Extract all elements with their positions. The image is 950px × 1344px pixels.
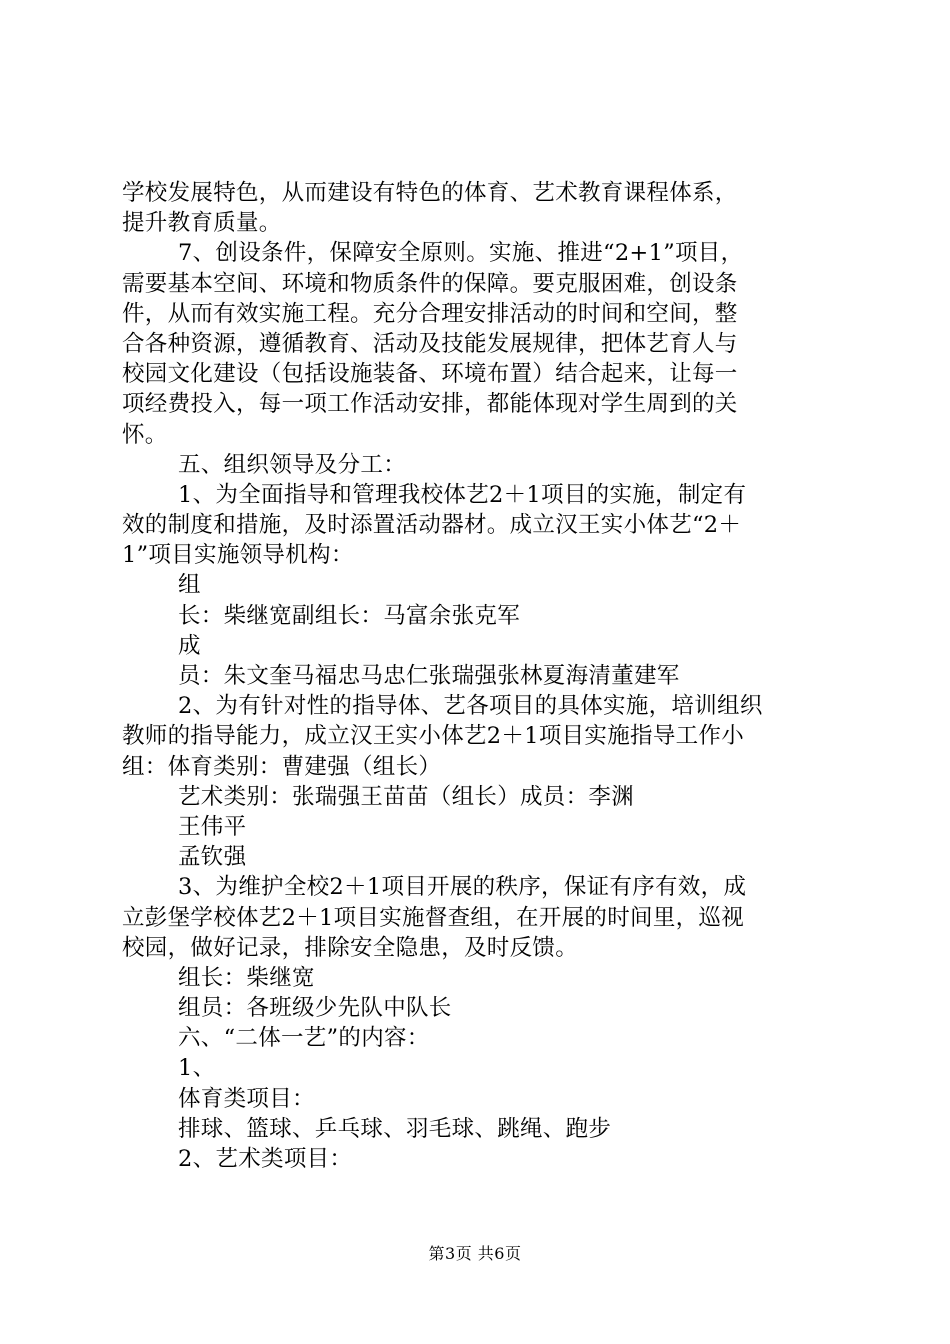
text-line: 孟钦强: [178, 844, 247, 871]
text-line: 件，从而有效实施工程。充分合理安排活动的时间和空间，整: [122, 300, 738, 327]
text-line: 组长：柴继宽: [178, 964, 315, 991]
text-line: 提升教育质量。: [122, 210, 282, 237]
page-footer: 第3页 共6页: [428, 1244, 522, 1263]
text-line: 2、为有针对性的指导体、艺各项目的具体实施，培训组织: [178, 693, 763, 720]
text-line: 怀。: [122, 421, 168, 448]
text-line: 五、组织领导及分工：: [178, 451, 407, 478]
text-line: 2、艺术类项目：: [178, 1146, 353, 1172]
text-line: 组: [178, 572, 201, 599]
text-line: 排球、篮球、乒乓球、羽毛球、跳绳、跑步: [178, 1115, 612, 1142]
text-line: 王伟平: [178, 813, 247, 840]
text-line: 项经费投入，每一项工作活动安排，都能体现对学生周到的关: [122, 391, 738, 418]
text-line: 教师的指导能力，成立汉王实小体艺2＋1项目实施指导工作小: [122, 723, 745, 750]
text-line: 学校发展特色，从而建设有特色的体育、艺术教育课程体系，: [122, 180, 738, 206]
text-line: 效的制度和措施，及时添置活动器材。成立汉王实小体艺“2＋: [122, 512, 742, 539]
text-line: 1”项目实施领导机构：: [122, 542, 354, 569]
text-line: 需要基本空间、环境和物质条件的保障。要克服困难，创设条: [122, 270, 738, 297]
text-line: 六、“二体一艺”的内容：: [178, 1025, 430, 1052]
text-line: 立彭堡学校体艺2＋1项目实施督查组，在开展的时间里，巡视: [122, 904, 745, 931]
text-line: 员：朱文奎马福忠马忠仁张瑞强张林夏海清董建军: [178, 663, 680, 689]
text-line: 组员：各班级少先队中队长: [178, 995, 452, 1022]
text-line: 7、创设条件，保障安全原则。实施、推进“2+1”项目，: [178, 240, 744, 267]
text-line: 成: [178, 632, 201, 659]
text-line: 校园文化建设（包括设施装备、环境布置）结合起来，让每一: [122, 361, 738, 388]
text-line: 体育类项目：: [178, 1085, 315, 1112]
text-line: 1、为全面指导和管理我校体艺2＋1项目的实施，制定有: [178, 481, 747, 508]
text-line: 校园，做好记录，排除安全隐患，及时反馈。: [122, 934, 579, 961]
text-line: 艺术类别：张瑞强王苗苗（组长）成员：李渊: [178, 783, 635, 810]
text-line: 1、: [178, 1055, 216, 1082]
text-line: 长：柴继宽副组长：马富余张克军: [178, 602, 521, 629]
text-line: 合各种资源，遵循教育、活动及技能发展规律，把体艺育人与: [122, 330, 738, 357]
text-line: 组：体育类别：曹建强（组长）: [122, 753, 442, 780]
document-body: [122, 178, 832, 1174]
text-line: 3、为维护全校2＋1项目开展的秩序，保证有序有效，成: [178, 874, 747, 901]
